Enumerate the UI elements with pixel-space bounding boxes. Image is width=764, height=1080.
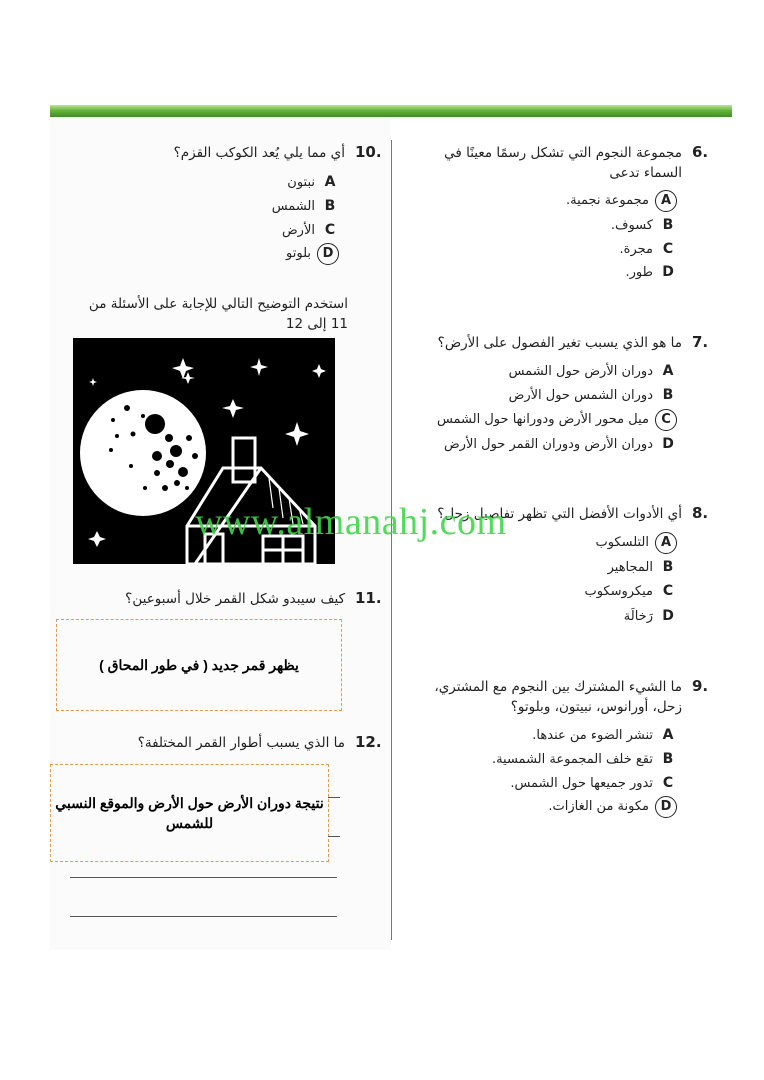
q8-text: أي الأدوات الأفضل التي تظهر تفاصيل زحل؟ <box>437 506 682 522</box>
q11-answer-box[interactable]: يظهر قمر جديد ( في طور المحاق ) <box>56 619 342 711</box>
q8-option-c[interactable]: Cميكروسكوب <box>584 583 674 599</box>
q7-option-c[interactable]: Cميل محور الأرض ودورانها حول الشمس <box>437 409 677 431</box>
q6-option-b[interactable]: Bكسوف. <box>610 217 674 233</box>
watermark-text: www.almanahj.com <box>195 501 507 543</box>
q6-text: مجموعة النجوم التي تشكل رسمًا معينًا في السماء تدعى <box>444 145 682 181</box>
answer-line <box>328 797 340 798</box>
q9-option-d[interactable]: Dمكونة من الغازات. <box>548 796 677 818</box>
q8-option-b[interactable]: Bالمجاهير <box>607 559 674 575</box>
q6-option-d[interactable]: Dطور. <box>625 264 674 280</box>
q10-text: أي مما يلي يُعد الكوكب القزم؟ <box>173 145 345 161</box>
answer-line <box>70 916 337 917</box>
q10-option-b[interactable]: Bالشمس <box>271 198 336 214</box>
q10-option-d[interactable]: Dبلوتو <box>286 243 339 265</box>
header-green-bar <box>50 105 732 117</box>
q6-number: 6. <box>692 143 709 161</box>
q6-option-c[interactable]: Cمجرة. <box>619 241 674 257</box>
q7-option-a[interactable]: Aدوران الأرض حول الشمس <box>508 363 674 379</box>
q7-number: 7. <box>692 333 709 351</box>
q7-option-b[interactable]: Bدوران الشمس حول الأرض <box>508 387 674 403</box>
q8-option-d[interactable]: Dرَخالَة <box>623 608 674 624</box>
q10-option-c[interactable]: Cالأرض <box>281 222 336 238</box>
answer-circle-icon: C <box>655 409 677 431</box>
q12-number: 12. <box>355 733 382 751</box>
answer-circle-icon: A <box>655 190 677 212</box>
q12-text: ما الذي يسبب أطوار القمر المختلفة؟ <box>137 735 345 751</box>
q11-number: 11. <box>355 589 382 607</box>
instruction-text: استخدم التوضيح التالي للإجابة على الأسئلة من 11 إلى 12 <box>88 296 348 332</box>
q10-option-a[interactable]: Aنبتون <box>287 174 336 190</box>
q9-option-b[interactable]: Bتقع خلف المجموعة الشمسية. <box>491 751 674 767</box>
q8-number: 8. <box>692 504 709 522</box>
answer-line <box>328 836 340 837</box>
answer-circle-icon: D <box>317 243 339 265</box>
q10-number: 10. <box>355 143 382 161</box>
q9-option-c[interactable]: Cتدور جميعها حول الشمس. <box>510 775 674 791</box>
q7-text: ما هو الذي يسبب تغير الفصول على الأرض؟ <box>437 335 682 351</box>
q6-option-a[interactable]: Aمجموعة نجمية. <box>566 190 677 212</box>
answer-line <box>70 877 337 878</box>
q9-number: 9. <box>692 677 709 695</box>
moon-icon <box>80 390 206 516</box>
q7-option-d[interactable]: Dدوران الأرض ودوران القمر حول الأرض <box>443 436 674 452</box>
answer-circle-icon: D <box>655 796 677 818</box>
q8-option-a[interactable]: Aالتلسكوب <box>595 532 677 554</box>
q9-text: ما الشيء المشترك بين النجوم مع المشتري، زحل، أورانوس، نبيتون، وبلوتو؟ <box>434 679 682 715</box>
q11-text: كيف سيبدو شكل القمر خلال أسبوعين؟ <box>125 591 345 607</box>
q12-answer-box[interactable]: نتيجة دوران الأرض حول الأرض والموقع النسبي للشمس <box>50 764 329 862</box>
q9-option-a[interactable]: Aتنشر الضوء من عندها. <box>532 727 674 743</box>
answer-circle-icon: A <box>655 532 677 554</box>
